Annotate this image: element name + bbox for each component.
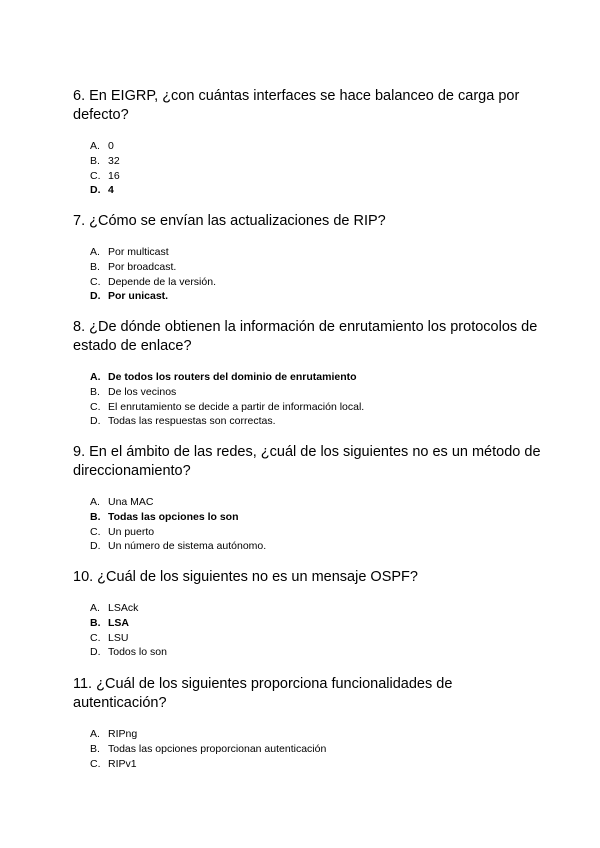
option-text: Por unicast. <box>108 290 169 303</box>
option-text: 32 <box>108 154 120 167</box>
option-letter: A. <box>90 140 100 152</box>
option-letter: D. <box>90 184 101 197</box>
option-d <box>90 645 543 660</box>
option-b <box>90 510 543 525</box>
options-list <box>73 370 543 429</box>
option-d <box>90 183 543 198</box>
question-9 <box>73 443 543 554</box>
option-letter: C. <box>90 757 101 770</box>
option-text: Todas las opciones lo son <box>108 510 239 523</box>
option-text: RIPng <box>108 728 138 740</box>
option-letter: B. <box>90 385 100 398</box>
option-c <box>90 400 543 415</box>
options-list <box>73 727 543 771</box>
option-text: Un puerto <box>108 525 155 538</box>
option-a <box>90 139 543 154</box>
question-6 <box>73 87 543 198</box>
option-letter: A. <box>90 371 101 383</box>
option-text: El enrutamiento se decide a partir de información local. <box>108 400 365 413</box>
option-text: 0 <box>108 140 114 152</box>
option-letter: D. <box>90 540 101 553</box>
option-c <box>90 275 543 290</box>
option-text: Todos lo son <box>108 646 167 659</box>
option-letter: B. <box>90 742 100 755</box>
option-text: LSA <box>108 616 129 629</box>
option-letter: C. <box>90 400 101 413</box>
options-list <box>73 601 543 660</box>
option-b <box>90 616 543 631</box>
option-c <box>90 525 543 540</box>
options-list <box>73 245 543 304</box>
option-c <box>90 169 543 184</box>
option-letter: A. <box>90 602 100 614</box>
options-list <box>73 495 543 554</box>
option-text: Todas las opciones proporcionan autenticación <box>108 742 327 755</box>
option-letter: A. <box>90 728 100 740</box>
option-text: 16 <box>108 169 120 182</box>
option-text: De todos los routers del dominio de enrutamiento <box>108 371 357 383</box>
option-a <box>90 495 543 510</box>
option-letter: C. <box>90 169 101 182</box>
question-text: 11. ¿Cuál de los siguientes proporciona funcionalidades de autenticación? <box>73 676 453 711</box>
option-b <box>90 385 543 400</box>
option-a <box>90 370 543 385</box>
option-b <box>90 154 543 169</box>
option-text: LSAck <box>108 602 139 614</box>
option-letter: B. <box>90 260 100 273</box>
option-c <box>90 631 543 646</box>
option-letter: D. <box>90 646 101 659</box>
option-b <box>90 742 543 757</box>
option-d <box>90 539 543 554</box>
option-letter: B. <box>90 616 101 629</box>
question-11 <box>73 675 543 771</box>
option-a <box>90 245 543 260</box>
option-a <box>90 727 543 742</box>
option-letter: A. <box>90 246 100 258</box>
option-text: Por broadcast. <box>108 260 177 273</box>
option-text: Una MAC <box>108 496 154 508</box>
option-c <box>90 757 543 772</box>
option-letter: B. <box>90 154 100 167</box>
option-letter: C. <box>90 631 101 644</box>
option-letter: C. <box>90 525 101 538</box>
question-text: 6. En EIGRP, ¿con cuántas interfaces se hace balanceo de carga por defecto? <box>73 88 520 123</box>
option-letter: A. <box>90 496 100 508</box>
question-10 <box>73 568 543 660</box>
options-list <box>73 139 543 198</box>
option-letter: C. <box>90 275 101 288</box>
option-text: LSU <box>108 631 129 644</box>
question-text: 10. ¿Cuál de los siguientes no es un mensaje OSPF? <box>73 569 418 585</box>
option-a <box>90 601 543 616</box>
option-d <box>90 414 543 429</box>
option-letter: B. <box>90 510 101 523</box>
question-text: 7. ¿Cómo se envían las actualizaciones de RIP? <box>73 213 386 229</box>
option-text: RIPv1 <box>108 757 137 770</box>
option-letter: D. <box>90 415 101 428</box>
option-text: Depende de la versión. <box>108 275 216 288</box>
option-d <box>90 289 543 304</box>
question-8 <box>73 318 543 429</box>
option-text: De los vecinos <box>108 385 177 398</box>
question-7 <box>73 212 543 304</box>
question-text: 8. ¿De dónde obtienen la información de enrutamiento los protocolos de estado de enlace? <box>73 319 538 354</box>
option-letter: D. <box>90 290 101 303</box>
option-text: 4 <box>108 184 114 197</box>
option-b <box>90 260 543 275</box>
option-text: Un número de sistema autónomo. <box>108 540 267 553</box>
option-text: Por multicast <box>108 246 169 258</box>
question-text: 9. En el ámbito de las redes, ¿cuál de los siguientes no es un método de direccionamiento? <box>73 444 541 479</box>
option-text: Todas las respuestas son correctas. <box>108 415 276 428</box>
